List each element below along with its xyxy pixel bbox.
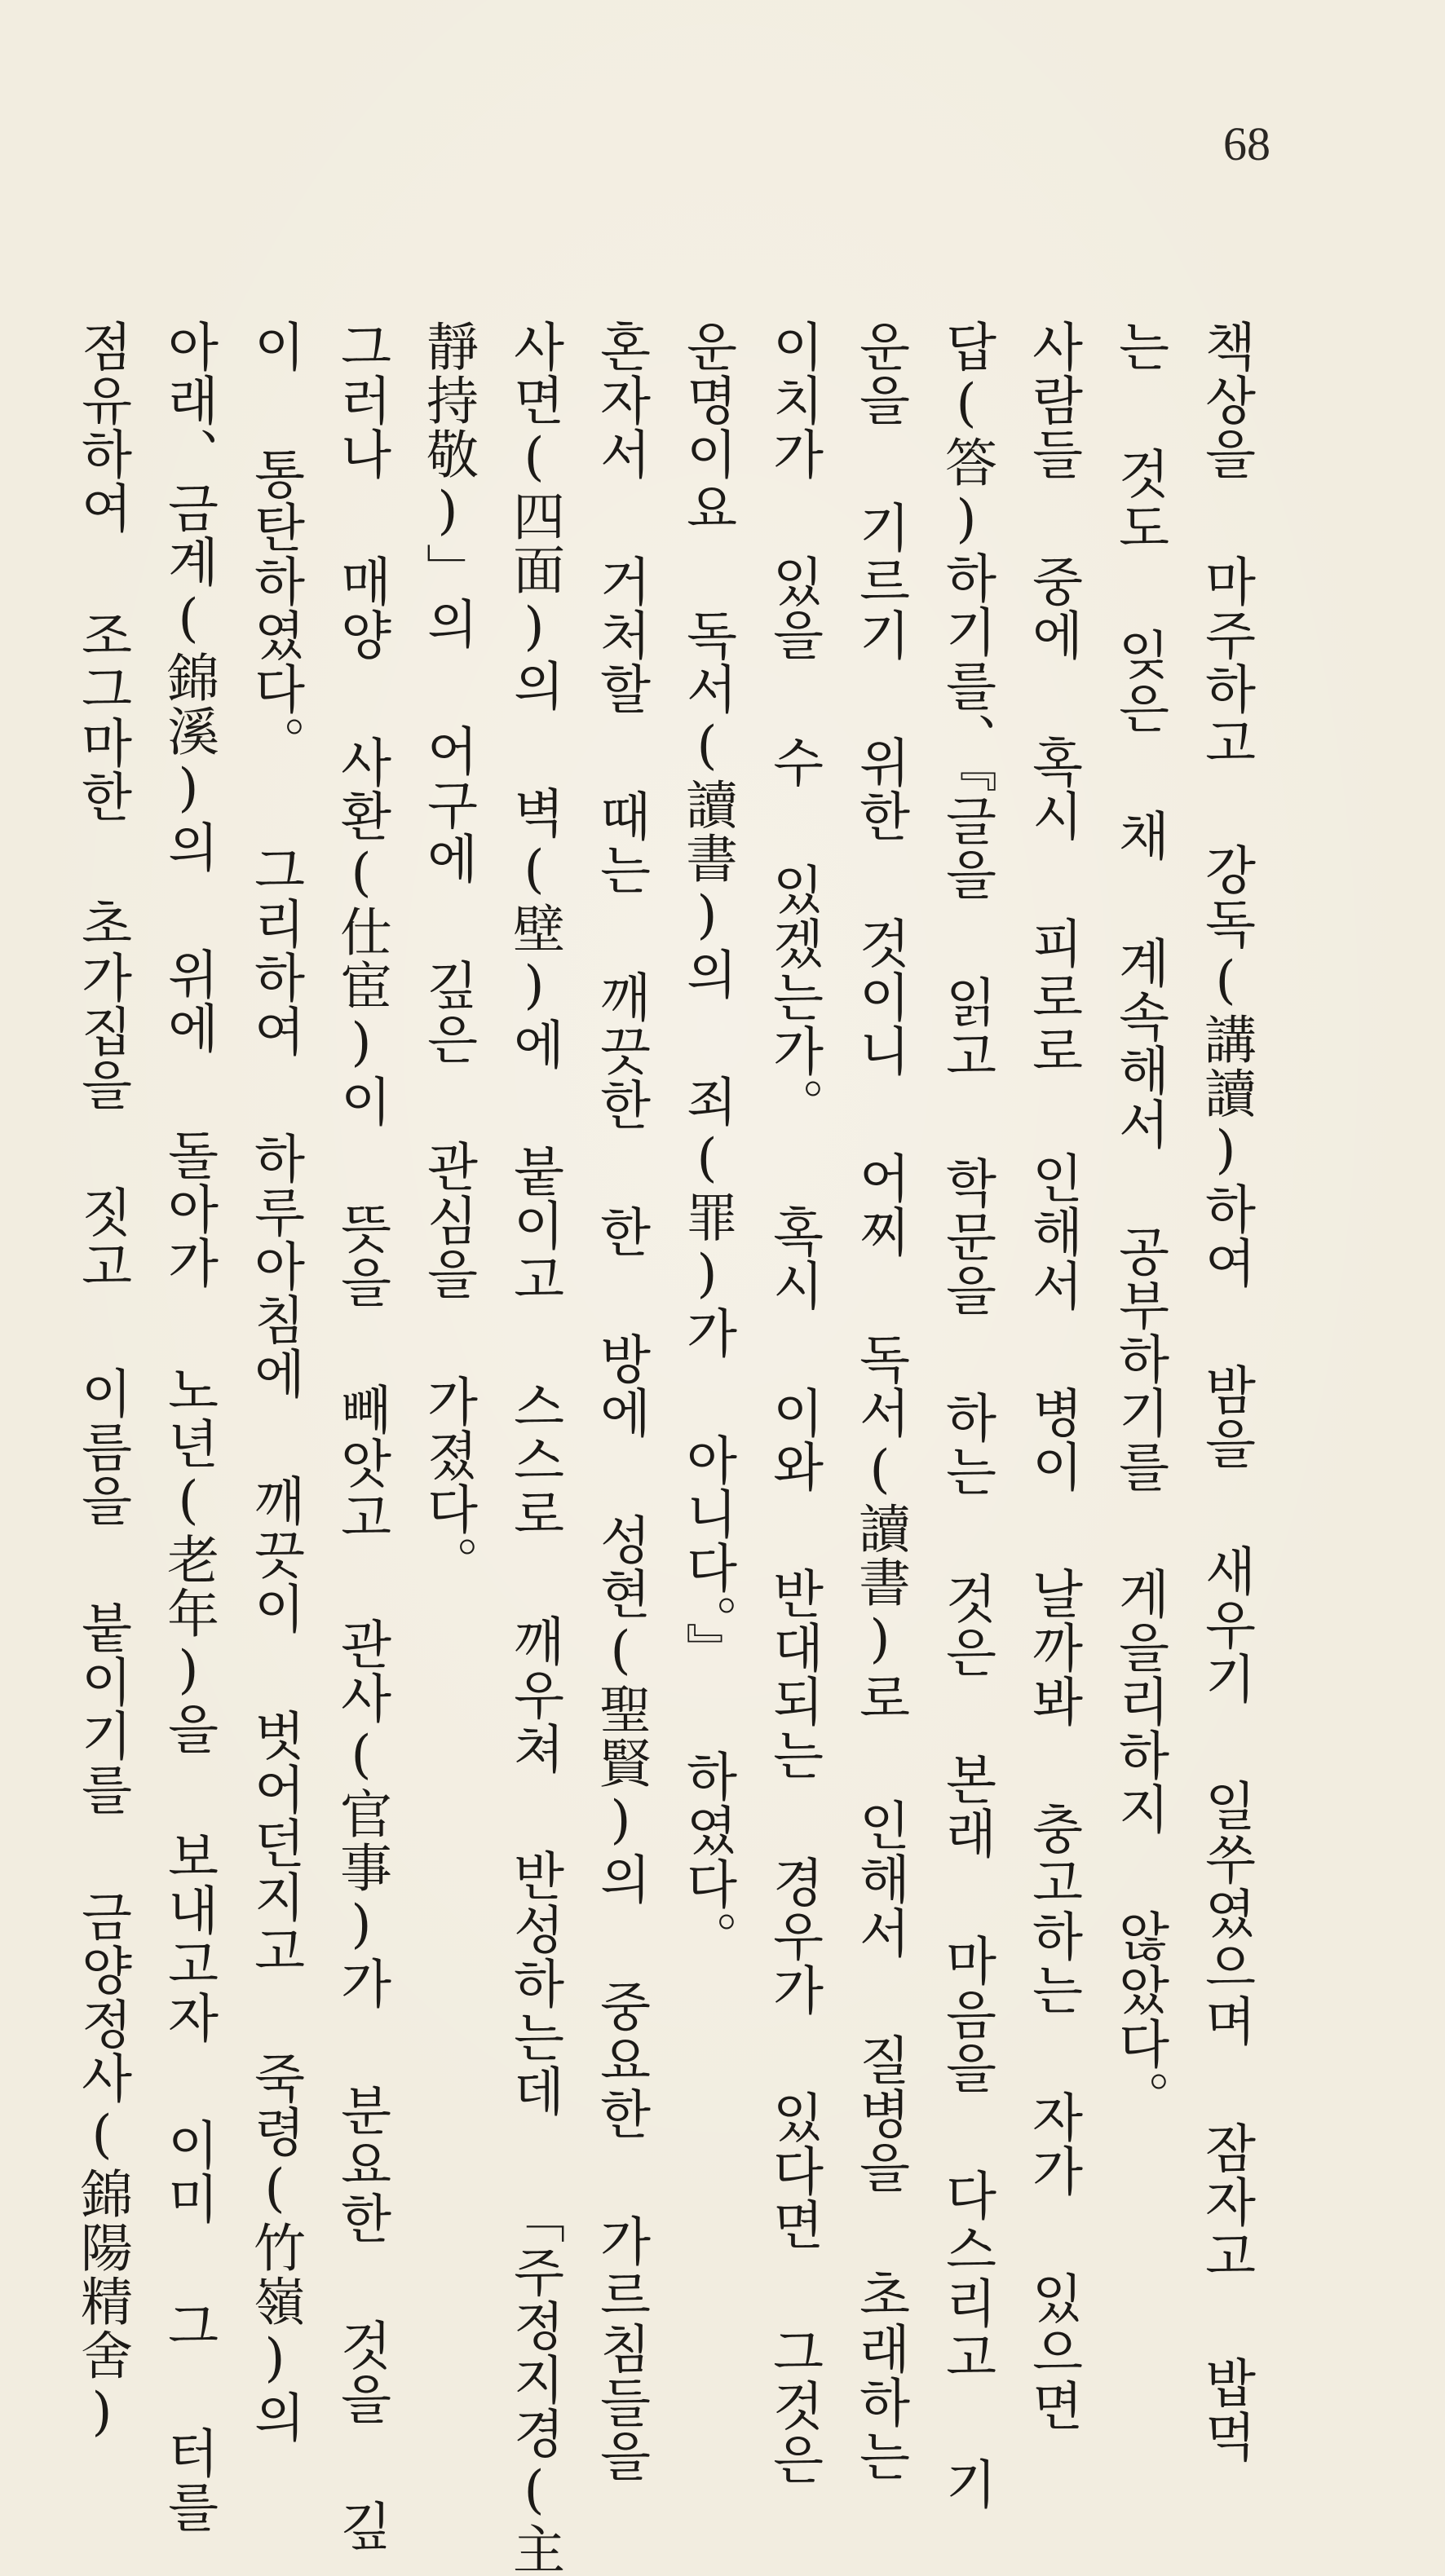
text-line: 는 것도 잊은 채 계속해서 공부하기를 게을리하지 않았다。: [1109, 320, 1169, 2124]
text-line: 아래、금계(錦溪)의 위에 돌아가 노년(老年)을 보내고자 이미 그 터를: [158, 320, 219, 2534]
text-line: 점유하여 조그마한 초가집을 짓고 이름을 붙이기를 금양정사(錦陽精舍): [72, 320, 132, 2444]
text-line: 이 통탄하였다。 그리하여 하루아침에 깨끗이 벗어던지고 죽령(竹嶺)의: [245, 320, 305, 2444]
text-line: 혼자서 거처할 때는 깨끗한 한 방에 성현(聖賢)의 중요한 가르침들을: [590, 320, 651, 2483]
body-text: [59, 320, 1269, 2576]
text-line: 책상을 마주하고 강독(講讀)하여 밤을 새우기 일쑤였으며 잠자고 밥먹: [1195, 320, 1256, 2464]
text-line: 사면(四面)의 벽(壁)에 붙이고 스스로 깨우쳐 반성하는데 「주정지경(主: [504, 320, 564, 2576]
page-number: 68: [1223, 117, 1270, 170]
text-line: 운을 기르기 위한 것이니 어찌 독서(讀書)로 인해서 질병을 초래하는: [850, 320, 910, 2483]
text-line: 운명이요 독서(讀書)의 죄(罪)가 아니다。』 하였다。: [677, 320, 737, 1965]
text-line: 이치가 있을 수 있겠는가。 혹시 이와 반대되는 경우가 있다면 그것은: [763, 320, 824, 2486]
text-line: 답(答)하기를、『글을 읽고 학문을 하는 것은 본래 마음을 다스리고 기: [936, 320, 996, 2511]
text-line: 사람들 중에 혹시 피로로 인해서 병이 날까봐 충고하는 자가 있으면: [1023, 320, 1083, 2433]
text-line: 靜持敬)」의 어구에 깊은 관심을 가졌다。: [418, 320, 478, 1590]
text-line: 그러나 매양 사환(仕宦)이 뜻을 빼앗고 관사(官事)가 분요한 것을 깊: [331, 320, 391, 2553]
